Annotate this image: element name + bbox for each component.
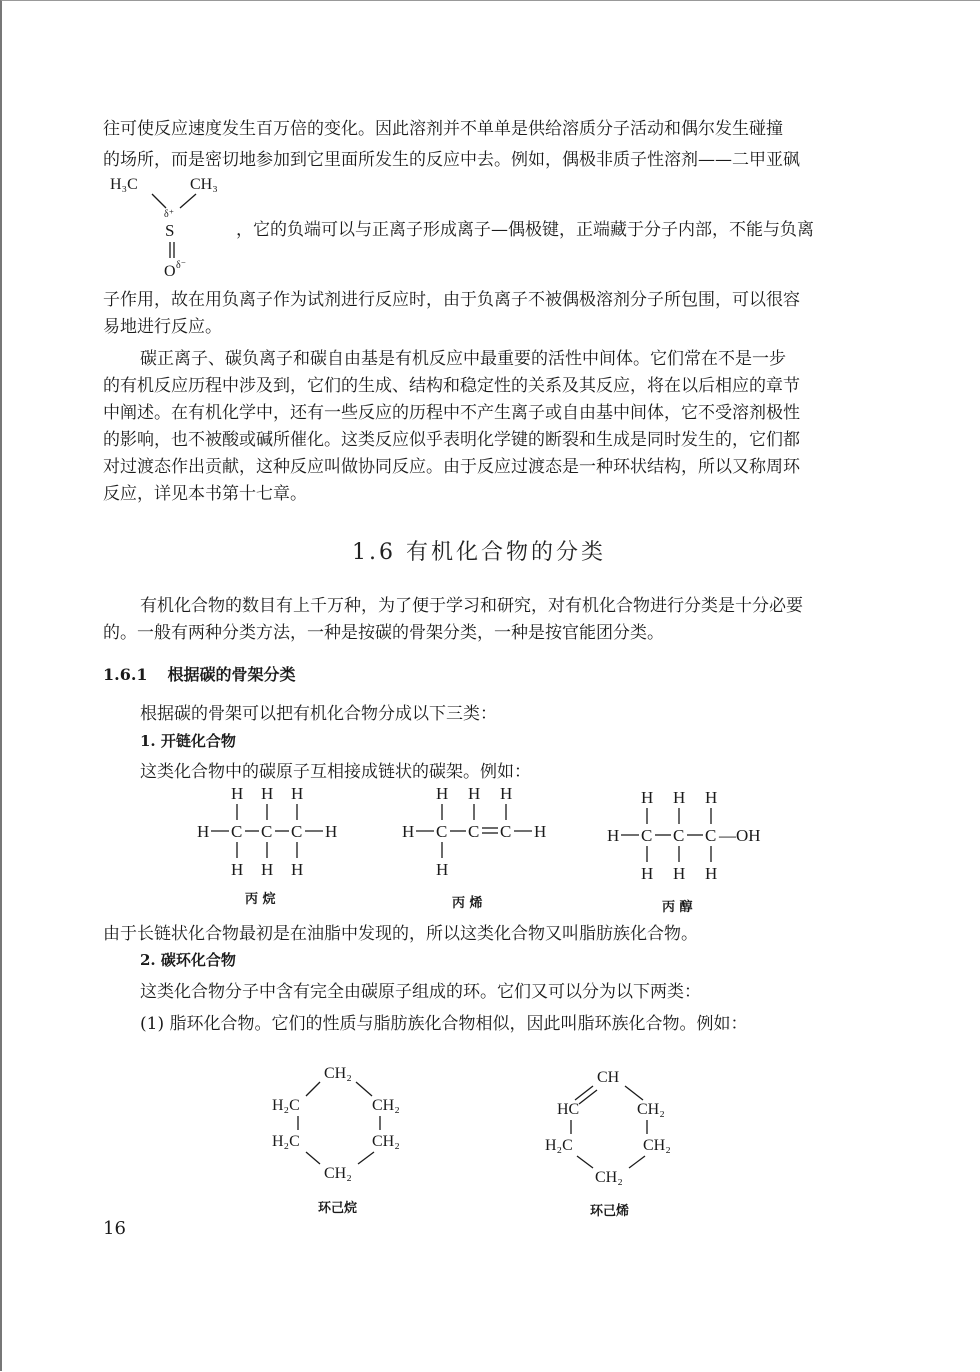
svg-text:H: H [673,864,686,883]
paragraph-line: ，它的负端可以与正离子形成离子—偶极键，正端藏于分子内部，不能与负离 [236,220,814,240]
list-item-heading: 2. 碳环化合物 [140,951,236,969]
paragraph-line: 易地进行反应。 [103,317,222,337]
paragraph-line: 往可使反应速度发生百万倍的变化。因此溶剂并不单单是供给溶质分子活动和偶尔发生碰撞 [103,119,783,139]
list-item-heading: 1. 开链化合物 [140,732,236,750]
subsection-title: 根据碳的骨架分类 [167,665,296,684]
svg-text:H: H [705,788,718,807]
svg-text:C: C [468,822,480,841]
propane-structure [195,782,355,882]
caption-cyclohexane: 环己烷 [318,1201,358,1216]
paragraph-line: 子作用，故在用负离子作为试剂进行反应时，由于负离子不被偶极溶剂分子所包围，可以很容 [103,290,800,310]
dmso-oxygen: O [164,263,176,280]
svg-text:C: C [705,826,717,845]
svg-text:H: H [325,822,338,841]
svg-text:H: H [534,822,547,841]
paragraph-line: 根据碳的骨架可以把有机化合物分成以下三类： [140,704,497,724]
svg-text:C: C [673,826,685,845]
section-title: 1.6 有机化合物的分类 [352,540,606,565]
svg-text:—OH: —OH [719,826,761,845]
paragraph-line: 反应，详见本书第十七章。 [103,484,307,504]
svg-text:CH: CH [597,1069,620,1086]
paragraph-line: 碳正离子、碳负离子和碳自由基是有机反应中最重要的活性中间体。它们常在不是一步 [140,349,786,369]
svg-text:H: H [641,788,654,807]
svg-text:CH₂: CH₂ [643,1137,671,1154]
paragraph-line: 的影响，也不被酸或碱所催化。这类反应似乎表明化学键的断裂和生成是同时发生的，它们都 [103,430,800,450]
svg-text:CH₂: CH₂ [324,1165,352,1182]
subsection-number: 1.6.1 [103,665,148,684]
svg-text:H: H [291,860,304,879]
svg-text:C: C [261,822,273,841]
paragraph-line: 对过渡态作出贡献，这种反应叫做协同反应。由于反应过渡态是一种环状结构，所以又称周环 [103,457,800,477]
propanol-structure [605,786,785,886]
paragraph-line: 由于长链状化合物最初是在油脂中发现的，所以这类化合物又叫脂肪族化合物。 [103,924,698,944]
svg-text:H₂C: H₂C [272,1133,300,1150]
svg-text:HC: HC [557,1101,580,1118]
svg-text:H₂C: H₂C [272,1097,300,1114]
paragraph-line: 有机化合物的数目有上千万种，为了便于学习和研究，对有机化合物进行分类是十分必要 [140,596,803,616]
dmso-delta-minus: δ⁻ [176,260,186,271]
svg-text:H: H [197,822,210,841]
svg-text:C: C [500,822,512,841]
svg-text:C: C [231,822,243,841]
svg-text:C: C [436,822,448,841]
svg-text:H: H [607,826,620,845]
propene-structure [400,782,560,882]
paragraph-line: 的场所，而是密切地参加到它里面所发生的反应中去。例如，偶极非质子性溶剂——二甲亚砜 [103,150,800,170]
svg-text:CH₂: CH₂ [324,1065,352,1082]
caption-propanol: 丙 醇 [662,900,693,915]
cyclohexane-structure [272,1058,422,1188]
paragraph-line: (1) 脂环化合物。它们的性质与脂肪族化合物相似，因此叫脂环族化合物。例如： [140,1014,748,1034]
svg-text:H: H [261,860,274,879]
subsection-heading [103,662,296,685]
svg-text:H: H [673,788,686,807]
svg-text:H: H [500,784,513,803]
svg-text:H: H [468,784,481,803]
dmso-delta-plus: δ⁺ [164,209,174,220]
svg-text:CH₂: CH₂ [372,1097,400,1114]
svg-text:CH₂: CH₂ [372,1133,400,1150]
paragraph-line: 这类化合物中的碳原子互相接成链状的碳架。例如： [140,762,531,782]
caption-cyclohexene: 环己烯 [590,1204,630,1219]
dmso-right-group: CH₃ [190,176,218,193]
dmso-sulfur: S [165,221,175,240]
paragraph-line: 这类化合物分子中含有完全由碳原子组成的环。它们又可以分为以下两类： [140,982,701,1002]
svg-text:C: C [291,822,303,841]
dmso-structure [110,172,230,282]
svg-text:H: H [641,864,654,883]
svg-text:CH₂: CH₂ [637,1101,665,1118]
svg-text:H: H [291,784,304,803]
caption-propene: 丙 烯 [452,896,483,911]
page-number: 16 [103,1218,126,1239]
svg-text:H: H [231,860,244,879]
svg-text:C: C [641,826,653,845]
svg-text:H: H [705,864,718,883]
dmso-left-group: H₃C [110,176,138,193]
paragraph-line: 的。一般有两种分类方法，一种是按碳的骨架分类，一种是按官能团分类。 [103,623,664,643]
cyclohexene-structure [545,1062,695,1192]
svg-text:H: H [261,784,274,803]
svg-text:H: H [402,822,415,841]
paragraph-line: 的有机反应历程中涉及到，它们的生成、结构和稳定性的关系及其反应，将在以后相应的章节 [103,376,800,396]
svg-text:H: H [231,784,244,803]
svg-text:H: H [436,860,449,879]
svg-text:H: H [436,784,449,803]
svg-text:H₂C: H₂C [545,1137,573,1154]
caption-propane: 丙 烷 [245,892,276,907]
svg-text:CH₂: CH₂ [595,1169,623,1186]
paragraph-line: 中阐述。在有机化学中，还有一些反应的历程中不产生离子或自由基中间体，它不受溶剂极性 [103,403,800,423]
